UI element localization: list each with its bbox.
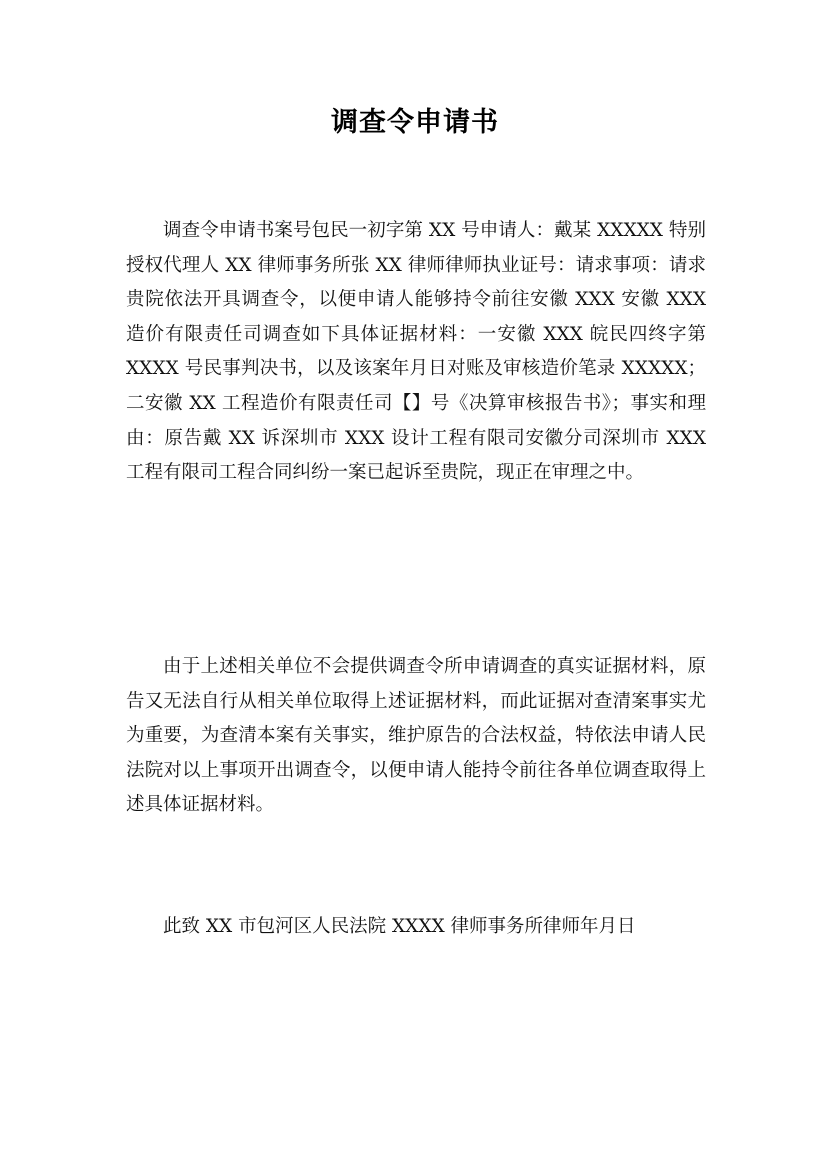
document-title: 调查令申请书 [331,107,499,138]
paragraph-closing: 此致 XX 市包河区人民法院 XXXX 律师事务所律师年月日 [163,916,636,937]
paragraph-reason: 由于上述相关单位不会提供调查令所申请调查的真实证据材料，原告又无法自行从相关单位取得上述证据材料，而此证据对查清案事实尤为重要，为查清本案有关事实，维护原告的合法权益，特依法申请人民法院对以上事项开出调查令，以便申请人能持令前往各单位调查取得上述具体证据材料。 [126,656,706,816]
paragraph-request: 调查令申请书案号包民一初字第 XX 号申请人：戴某 XXXXX 特别授权代理人 XX 律师事务所张 XX 律师律师执业证号：请求事项：请求贵院依法开具调查令，以便申请人能够持令前往安徽 XXX 安徽 XXX 造价有限责任司调查如下具体证据材料：一安徽 XXX 皖民四终字第 XXXX 号民事判决书，以及该案年月日对账及审核造价笔录 XXXXX；二安徽 XX 工程造价有限责任司【】号《决算审核报告书》；事实和理由：原告戴 XX 诉深圳市 XXX 设计工程有限司安徽分司深圳市 XXX 工程有限司工程合同纠纷一案已起诉至贵院，现正在审理之中。 [126,220,706,484]
